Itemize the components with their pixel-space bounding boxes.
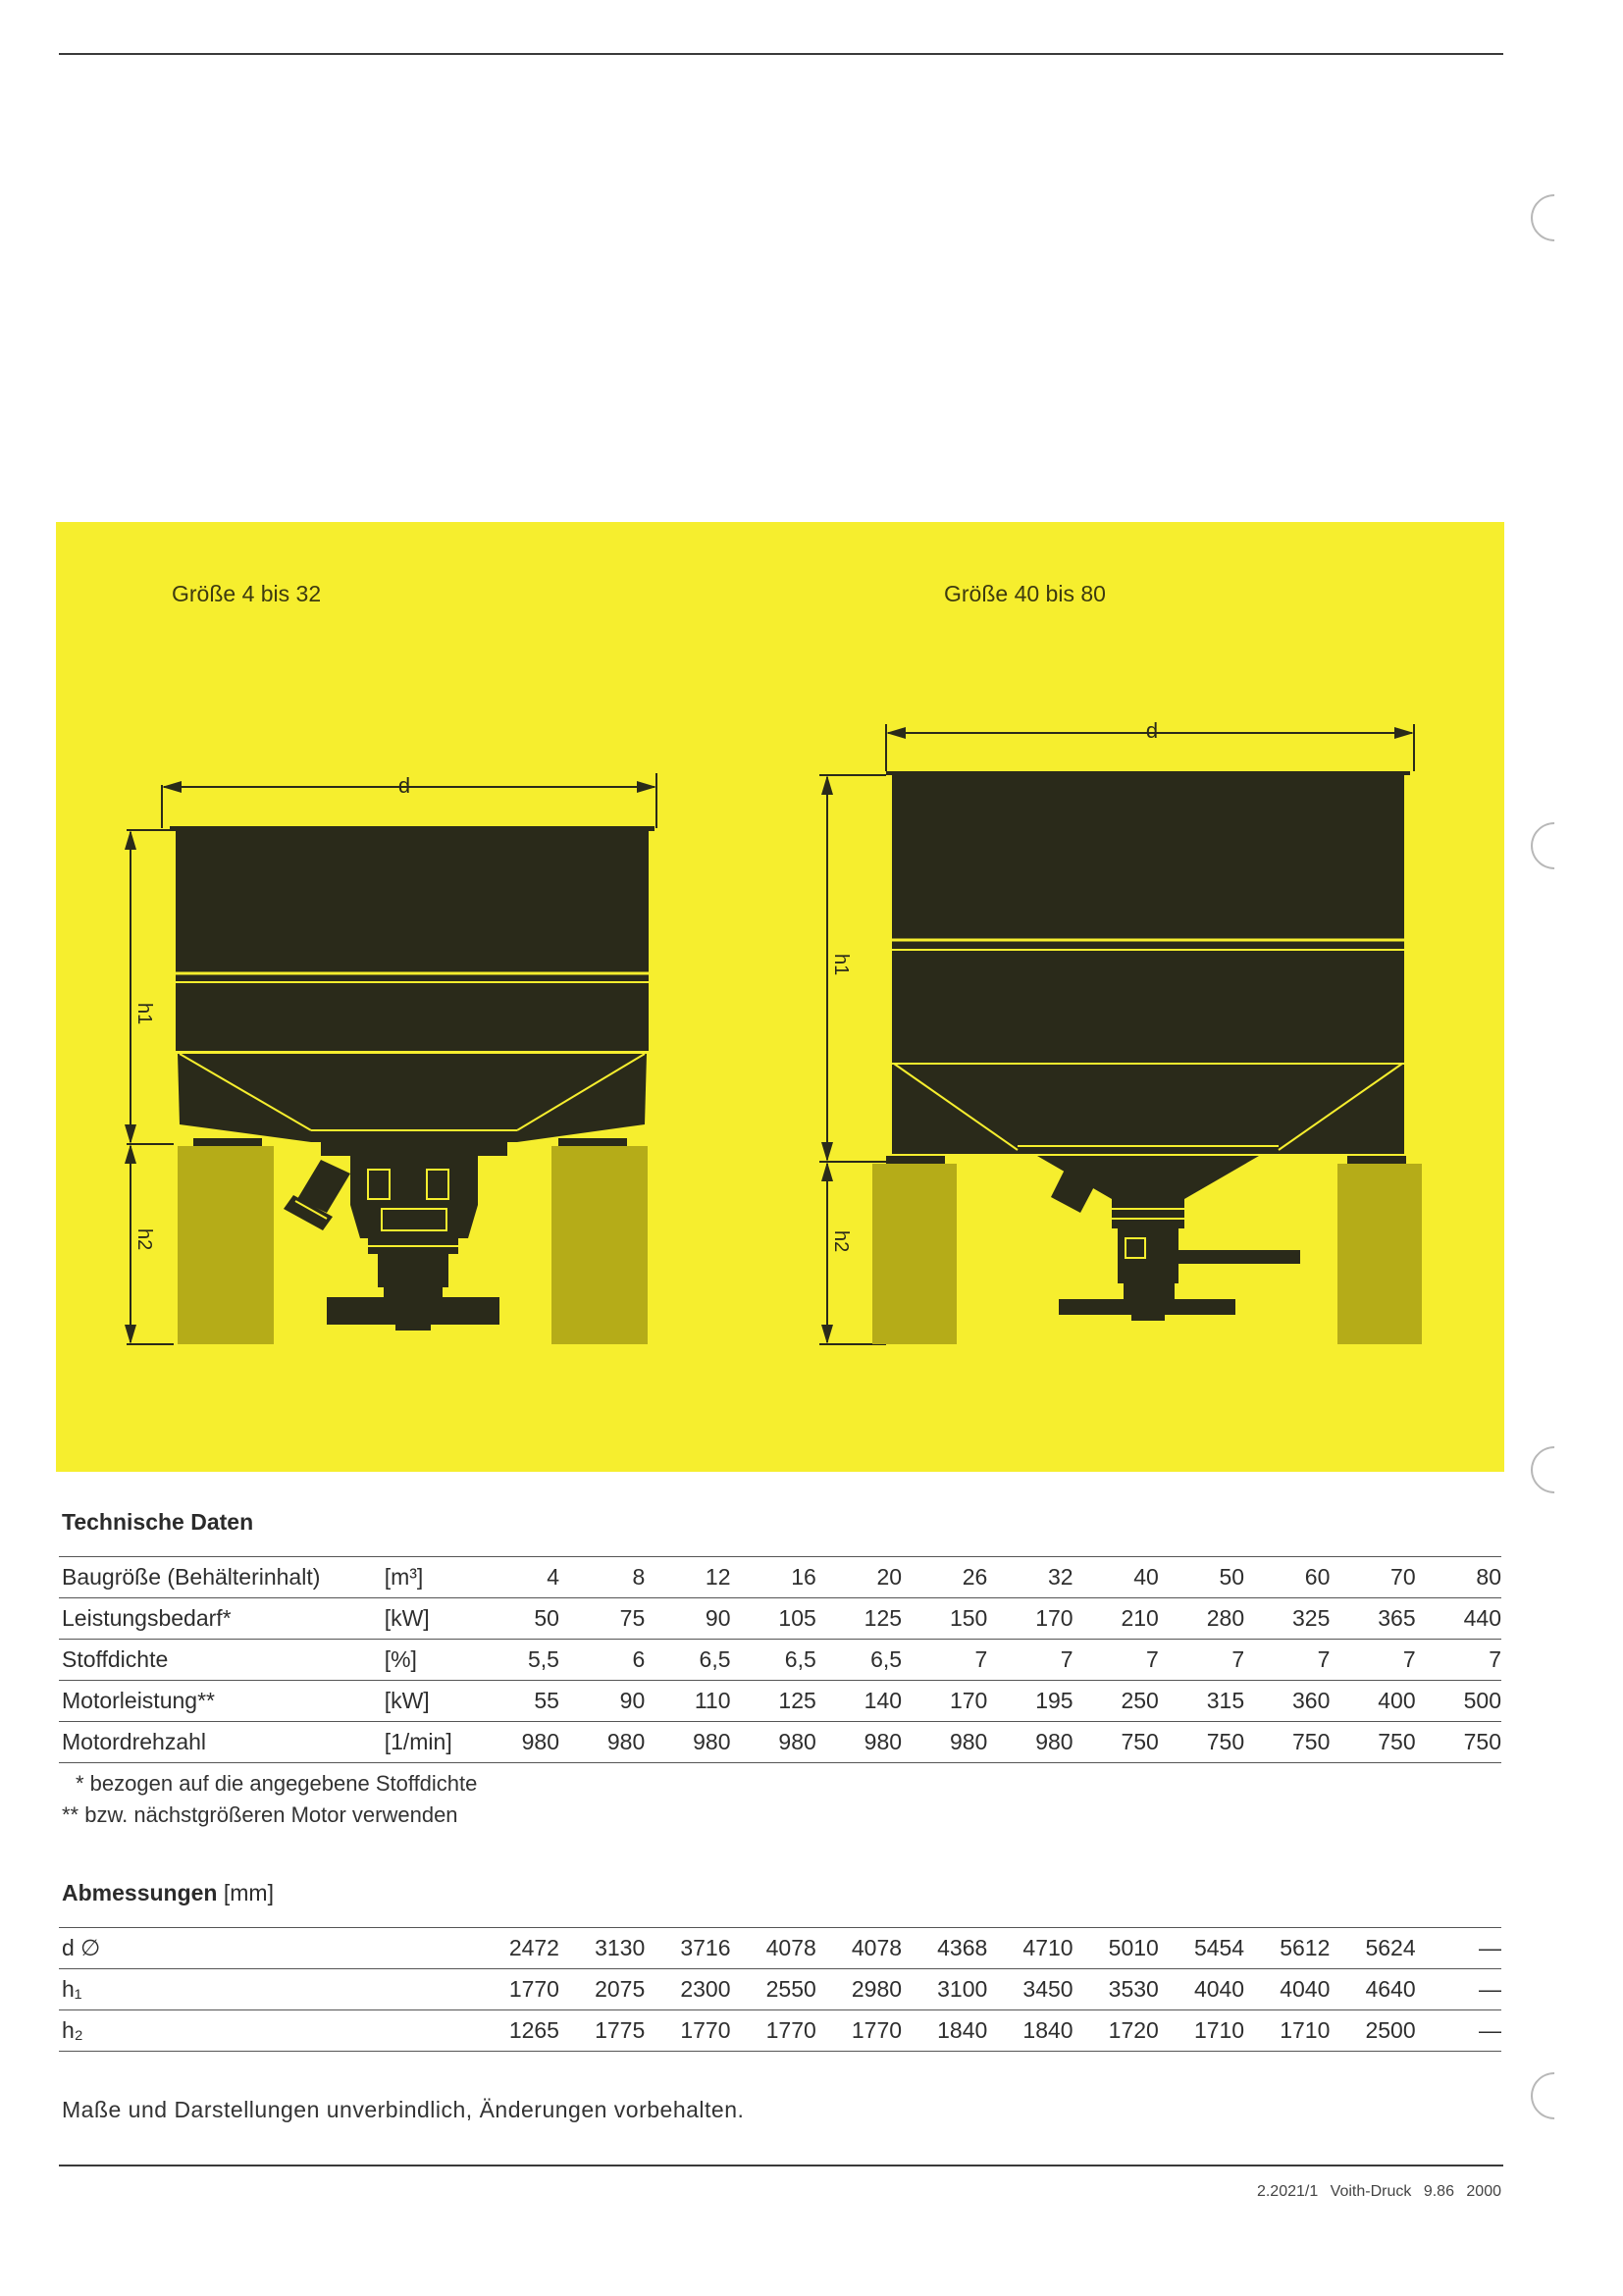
table-cell: 125	[816, 1598, 902, 1640]
diagram-panel	[56, 522, 1504, 1472]
table-cell: 3716	[645, 1928, 730, 1969]
footnote-1: * bezogen auf die angegebene Stoffdichte	[76, 1771, 478, 1796]
table-row	[59, 2010, 1501, 2052]
row-label: h₁	[59, 1969, 474, 2010]
table-row	[59, 1640, 1501, 1681]
table-cell: 7	[1073, 1640, 1159, 1681]
table-cell: 750	[1159, 1722, 1244, 1763]
table-cell: 1770	[731, 2010, 816, 2052]
table-cell: 980	[731, 1722, 816, 1763]
table-cell: 5612	[1244, 1928, 1330, 1969]
table-cell: 2500	[1330, 2010, 1415, 2052]
table-cell: 195	[987, 1681, 1073, 1722]
disclaimer: Maße und Darstellungen unverbindlich, Änderungen vorbehalten.	[62, 2097, 745, 2122]
table-cell: 500	[1416, 1681, 1501, 1722]
table-row	[59, 1681, 1501, 1722]
table-cell: 1770	[474, 1969, 559, 2010]
table-cell: —	[1416, 1928, 1501, 1969]
table-row	[59, 1969, 1501, 2010]
table-cell: 12	[645, 1557, 730, 1598]
table-cell: 2472	[474, 1928, 559, 1969]
footnotes	[62, 1768, 478, 1831]
table-cell: 170	[902, 1681, 987, 1722]
table-cell: 7	[902, 1640, 987, 1681]
table-cell: 7	[1330, 1640, 1415, 1681]
left-h2-label: h2	[133, 1228, 155, 1251]
right-size-label: Größe 40 bis 80	[944, 581, 1106, 606]
table-cell: 980	[902, 1722, 987, 1763]
row-label: Motorleistung**	[59, 1681, 385, 1722]
table-cell: 1770	[645, 2010, 730, 2052]
table-cell: 1720	[1073, 2010, 1159, 2052]
table-cell: 980	[645, 1722, 730, 1763]
left-size-label: Größe 4 bis 32	[172, 581, 322, 606]
table-cell: 7	[1159, 1640, 1244, 1681]
table-cell: 5624	[1330, 1928, 1415, 1969]
table-cell: 75	[559, 1598, 645, 1640]
table-cell: 325	[1244, 1598, 1330, 1640]
table-row	[59, 1598, 1501, 1640]
table-cell: 2300	[645, 1969, 730, 2010]
table-cell: 5,5	[474, 1640, 559, 1681]
print-footer: 2.2021/1 Voith-Druck 9.86 2000	[1256, 2183, 1501, 2200]
table-cell: 150	[902, 1598, 987, 1640]
row-unit: [%]	[385, 1640, 474, 1681]
row-unit: [1/min]	[385, 1722, 474, 1763]
row-label: Baugröße (Behälterinhalt)	[59, 1557, 385, 1598]
row-unit: [m³]	[385, 1557, 474, 1598]
table-cell: 4078	[816, 1928, 902, 1969]
row-label: Motordrehzahl	[59, 1722, 385, 1763]
right-h2-label: h2	[830, 1230, 852, 1253]
table-cell: 360	[1244, 1681, 1330, 1722]
table-cell: 7	[1244, 1640, 1330, 1681]
table-cell: 4368	[902, 1928, 987, 1969]
table-cell: 4	[474, 1557, 559, 1598]
right-d-label: d	[1145, 718, 1159, 743]
table-cell: 750	[1244, 1722, 1330, 1763]
table-cell: 7	[1416, 1640, 1501, 1681]
table-cell: 980	[816, 1722, 902, 1763]
table-cell: 980	[987, 1722, 1073, 1763]
table-row	[59, 1557, 1501, 1598]
top-rule	[59, 53, 1503, 55]
table-cell: 750	[1416, 1722, 1501, 1763]
row-label: h₂	[59, 2010, 474, 2052]
left-d-label: d	[397, 773, 411, 798]
table-cell: 750	[1330, 1722, 1415, 1763]
table-cell: 70	[1330, 1557, 1415, 1598]
dimensions-title	[62, 1880, 274, 1906]
left-h1-label: h1	[133, 1003, 155, 1025]
table-cell: 440	[1416, 1598, 1501, 1640]
table-cell: 125	[731, 1681, 816, 1722]
table-cell: 40	[1073, 1557, 1159, 1598]
table-cell: 32	[987, 1557, 1073, 1598]
dimensions-unit: [mm]	[223, 1880, 274, 1905]
row-unit: [kW]	[385, 1598, 474, 1640]
table-cell: 5454	[1159, 1928, 1244, 1969]
table-cell: 3100	[902, 1969, 987, 2010]
table-cell: 1775	[559, 2010, 645, 2052]
table-cell: 250	[1073, 1681, 1159, 1722]
dimensions-title-text: Abmessungen	[62, 1880, 218, 1905]
table-cell: 4710	[987, 1928, 1073, 1969]
table-cell: 365	[1330, 1598, 1415, 1640]
table-cell: 90	[645, 1598, 730, 1640]
table-cell: 7	[987, 1640, 1073, 1681]
table-cell: 3450	[987, 1969, 1073, 2010]
row-label: Stoffdichte	[59, 1640, 385, 1681]
table-cell: 2980	[816, 1969, 902, 2010]
table-cell: 20	[816, 1557, 902, 1598]
tech-data-title: Technische Daten	[62, 1509, 254, 1535]
table-row	[59, 1928, 1501, 1969]
table-cell: 280	[1159, 1598, 1244, 1640]
table-cell: 170	[987, 1598, 1073, 1640]
table-cell: 4040	[1159, 1969, 1244, 2010]
table-cell: 105	[731, 1598, 816, 1640]
table-cell: 2550	[731, 1969, 816, 2010]
table-cell: 315	[1159, 1681, 1244, 1722]
table-cell: 210	[1073, 1598, 1159, 1640]
table-cell: 2075	[559, 1969, 645, 2010]
punch-hole-icon	[1521, 2062, 1588, 2129]
table-cell: 5010	[1073, 1928, 1159, 1969]
table-cell: 1265	[474, 2010, 559, 2052]
table-cell: 4078	[731, 1928, 816, 1969]
footnote-2: ** bzw. nächstgrößeren Motor verwenden	[62, 1802, 458, 1827]
row-label: d ∅	[59, 1928, 474, 1969]
table-cell: 90	[559, 1681, 645, 1722]
table-cell: 750	[1073, 1722, 1159, 1763]
table-cell: 140	[816, 1681, 902, 1722]
table-cell: 4040	[1244, 1969, 1330, 2010]
table-cell: 8	[559, 1557, 645, 1598]
table-cell: 980	[474, 1722, 559, 1763]
table-row	[59, 1722, 1501, 1763]
table-cell: 16	[731, 1557, 816, 1598]
table-cell: 60	[1244, 1557, 1330, 1598]
punch-hole-icon	[1521, 184, 1588, 251]
table-cell: 55	[474, 1681, 559, 1722]
dimensions-table	[59, 1927, 1501, 2052]
table-cell: 80	[1416, 1557, 1501, 1598]
table-cell: 1770	[816, 2010, 902, 2052]
table-cell: 1840	[902, 2010, 987, 2052]
table-cell: 3130	[559, 1928, 645, 1969]
row-label: Leistungsbedarf*	[59, 1598, 385, 1640]
table-cell: —	[1416, 1969, 1501, 2010]
tech-data-table	[59, 1556, 1501, 1763]
table-cell: 4640	[1330, 1969, 1415, 2010]
punch-hole-icon	[1521, 1436, 1588, 1503]
tank-drawings	[56, 522, 1504, 1472]
table-cell: —	[1416, 2010, 1501, 2052]
table-cell: 6,5	[645, 1640, 730, 1681]
table-cell: 6,5	[731, 1640, 816, 1681]
table-cell: 1710	[1159, 2010, 1244, 2052]
table-cell: 26	[902, 1557, 987, 1598]
table-cell: 3530	[1073, 1969, 1159, 2010]
table-cell: 980	[559, 1722, 645, 1763]
table-cell: 6,5	[816, 1640, 902, 1681]
bottom-rule	[59, 2165, 1503, 2166]
punch-hole-icon	[1521, 812, 1588, 879]
table-cell: 1710	[1244, 2010, 1330, 2052]
table-cell: 6	[559, 1640, 645, 1681]
table-cell: 1840	[987, 2010, 1073, 2052]
table-cell: 50	[474, 1598, 559, 1640]
table-cell: 400	[1330, 1681, 1415, 1722]
table-cell: 110	[645, 1681, 730, 1722]
table-cell: 50	[1159, 1557, 1244, 1598]
right-h1-label: h1	[830, 954, 852, 976]
row-unit: [kW]	[385, 1681, 474, 1722]
